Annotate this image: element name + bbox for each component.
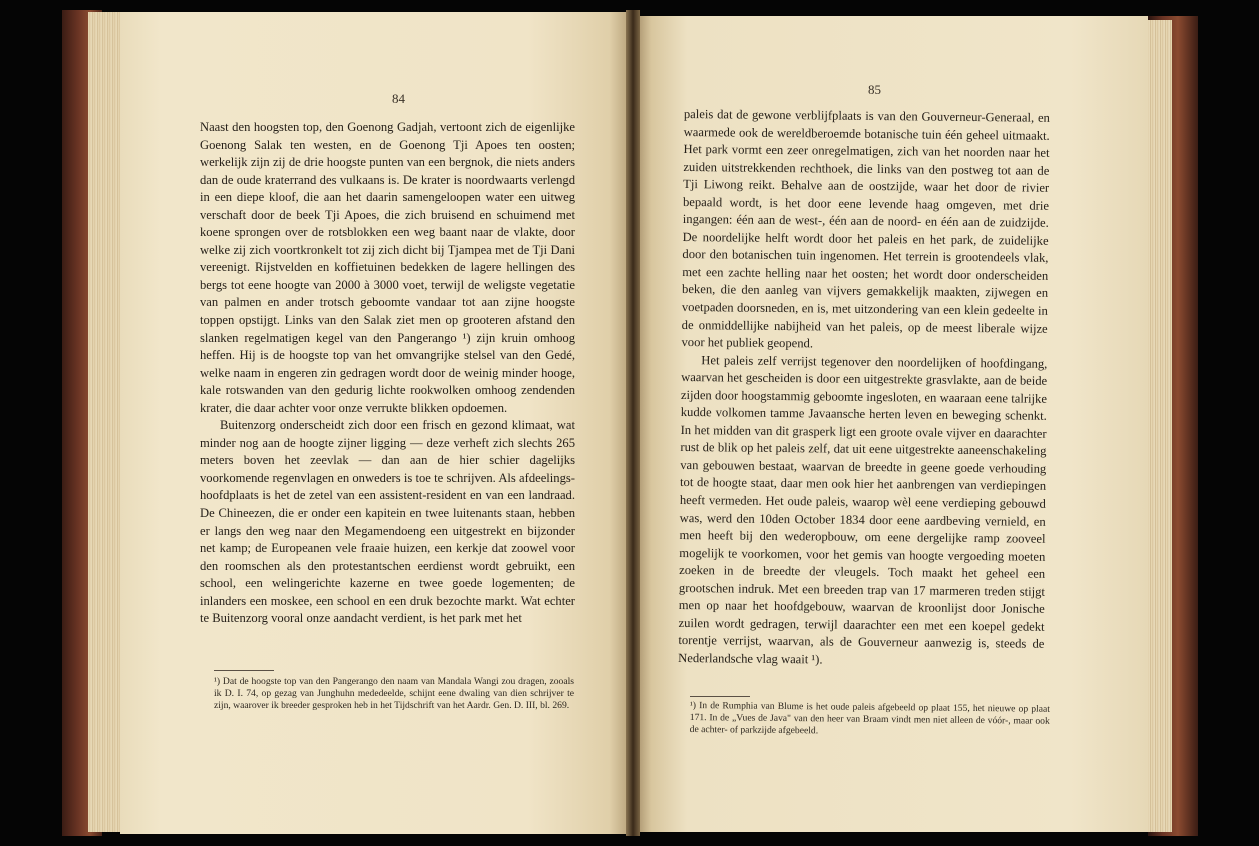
footnote-rule xyxy=(214,670,274,671)
footnote xyxy=(214,676,574,712)
paragraph: Naast den hoogsten top, den Goenong Gadjah, vertoont zich de eigenlijke Goenong Salak ten westen, en de Goenong Tji Apoes ten oosten; werkelijk zijn zij de drie hoogste punten van een bergnok, die niets anders dan de oude kraterrand des vulkaans is. De krater is noordwaarts verlengd in een diepe kloof, die aan het daarin samengeloopen water een uitweg verschaft door de beek Tji Apoes, die zich bruisend en schuimend met koene sprongen over de rotsblokken een weg baant naar de vlakte, door welke zij zich voortkronkelt tot zij zich dicht bij Tjampea met de Tji Dani vereenigt. Rijstvelden en koffietuinen bedekken de lagere hellingen des bergs tot eene hoogte van 2000 à 3000 voet, terwijl de weligste vegetatie van palmen en ander trotsch geboomte vandaar tot aan zijne hoogste toppen opstijgt. Links van den Salak ziet men op grooteren afstand den slanken regelmatigen kegel van den Pangerango ¹) zijn kruin omhoog heffen. Hij is de hoogste top van het omvangrijke stelsel van den Gedé, welke naam in engeren zin gedragen wordt door de weinig minder hooge, kale rotswanden van den gedurig lichte rookwolken omhoog zendenden krater, die daar achter voor onze verrukte blikken opdoemen. xyxy=(200,120,575,415)
left-page-body xyxy=(200,119,575,628)
paragraph: Het paleis zelf verrijst tegenover den noordelijken of hoofdingang, waarvan het gescheiden is door een uitgestrekte grasvlakte, aan de beide zijden door hoogstammig geboomte ingesloten, en waaraan eene talrijke kudde volkomen tamme Javaansche herten leven en beweging schenkt. In het midden van dit grasperk ligt een groote ovale vijver en daarachter rust de blik op het paleis zelf, dat uit eene uitgestrekte aaneenschakeling van gebouwen bestaat, waarvan de breedte in geene goede verhouding tot de hoogte staat, daar men ook hier het aanbrengen van verdiepingen heeft vermeden. Het oude paleis, waarop wèl eene verdieping gebouwd was, werd den 10den October 1834 door eene aardbeving vernield, en men heeft bij den wederopbouw, om eene dergelijke ramp zooveel mogelijk te voorkomen, voor het gemis van hoogte vergoeding moeten zoeken in de breedte der vleugels. Toch maakt het geheel een grootschen indruk. Met een breeden trap van 17 marmeren treden stijgt men op naar het hoofdgebouw, waarvan de kroonlijst door Jonische zuilen wordt gedragen, terwijl daarachter een met een koepel gedekt torentje verrijst, waarvan, als de Gouverneur aanwezig is, steeds de Nederlandsche vlag waait ¹). xyxy=(678,352,1048,667)
footnote-text: ¹) In de Rumphia van Blume is het oude paleis afgebeeld op plaat 155, het nieuwe op plaat 171. In de „Vues de Java" van den heer van Braam vindt men niet alleen de vóór-, maar ook de achter- of parkzijde afgebeeld. xyxy=(689,700,1050,737)
page-number: 85 xyxy=(868,82,881,97)
page-stack-left xyxy=(88,12,124,832)
page-number: 84 xyxy=(392,91,405,106)
footnote-text: ¹) Dat de hoogste top van den Pangerango den naam van Mandala Wangi zou dragen, zooals ik D. I. 74, op gezag van Junghuhn mededeelde, schijnt eene dwaling van dien schrijver te zijn, waarover ik breeder gesproken heb in het Tijdschrift van het Aardr. Gen. D. III, bl. 269. xyxy=(214,676,574,711)
book-gutter xyxy=(626,10,640,836)
paragraph: Buitenzorg onderscheidt zich door een frisch en gezond klimaat, wat minder nog aan de hoogte zijner ligging — deze verheft zich slechts 265 meters boven het zeevlak — dan aan de hier schier dagelijks voorkomende regenvlagen en onweders is toe te schrijven. Als afdeelings-hoofdplaats is het de zetel van een assistent-resident en van een landraad. De Chineezen, die er onder een kapitein en twee luitenants staan, hebben er langs den weg naar den Megamendoeng een uitgestrekt en bijzonder net kamp; de Europeanen vele fraaie huizen, een kerkje dat zoowel voor den roomschen als den protestantschen eerdienst wordt gebruikt, een school, een welingerichte kazerne en twee goede logementen; de inlanders een moskee, een school en een druk bezochte markt. Wat echter te Buitenzorg vooral onze aandacht verdient, is het park met het xyxy=(200,418,575,626)
paragraph: paleis dat de gewone verblijfplaats is van den Gouverneur-Generaal, en waarmede ook de wereldberoemde botanische tuin één geheel uitmaakt. Het park vormt een zeer onregelmatigen, zich van het noorden naar het zuiden uitstrekkenden rechthoek, die links van den postweg tot aan de Tji Liwong reikt. Behalve aan de oostzijde, waar het door de rivier bepaald wordt, is het door eene levende haag omgeven, met drie ingangen: één aan de west-, één aan de noord- en één aan de zuidzijde. De noordelijke helft wordt door het paleis en het park, de zuidelijke door den botanischen tuin ingenomen. Het terrein is grootendeels vlak, met een zachte helling naar het oosten; het wordt door onderscheiden beken, die den aanleg van vijvers gemakkelijk maakten, zijwegen en voetpaden doorsneden, en is, met uitzondering van een klein gedeelte in de onmiddellijke nabijheid van het paleis, op de meest liberale wijze voor het publiek geopend. xyxy=(681,106,1050,351)
footnote-rule xyxy=(690,696,750,697)
right-page-body xyxy=(678,106,1050,671)
footnote xyxy=(690,700,1050,740)
